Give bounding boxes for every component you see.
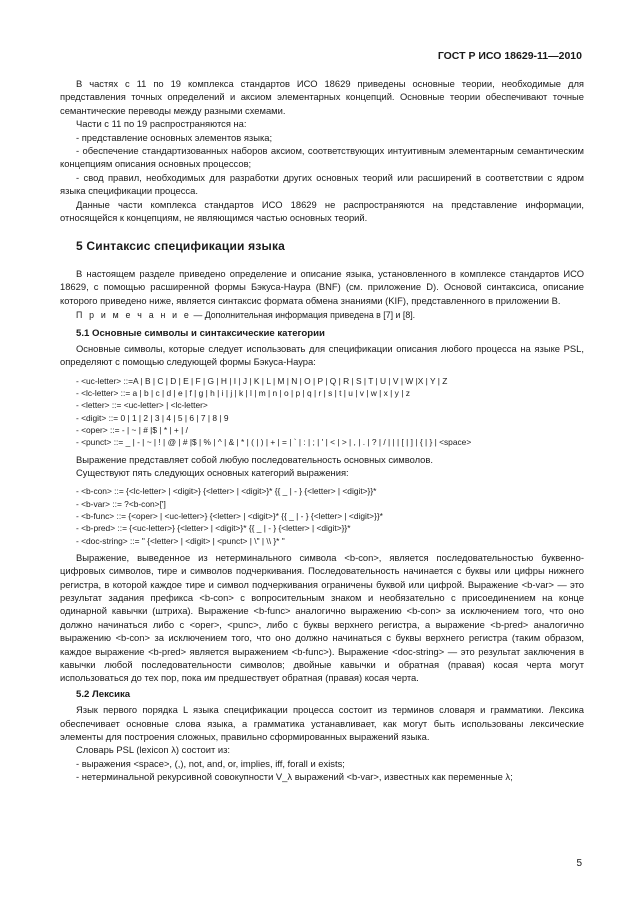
list-item: - свод правил, необходимых для разработки других основных теорий или расширений в соответствии с ядром языка спецификации процесса. <box>60 171 584 197</box>
page-number: 5 <box>576 858 582 869</box>
bnf-rule: - <lc-letter> ::= a | b | c | d | e | f | g | h | i | j | k | l | m | n | o | p | q | r | s | t | u | v | w | x | y | z <box>76 388 410 399</box>
bnf-rule: - <b-pred> ::= {<uc-letter>} {<letter> | <digit>}* {{ _ | - } {<letter> | <digit>}}* <box>76 523 351 534</box>
intro-paragraph: В частях с 11 по 19 комплекса стандартов ИСО 18629 приведены основные теории, необходимые для представления точных определений и аксиом элементарных концепций. Основные теории обеспечивают точные семантические переводы между разными схемами. <box>60 78 584 116</box>
list-item: - нетерминальной рекурсивной совокупности V_λ выражений <b-var>, известных как переменные λ; <box>76 771 513 783</box>
bnf-rule: - <punct> ::= _ | - | ~ | ! | @ | # |$ | % | ^ | & | * | ( | ) | + | = | ` | : | ; | ' | < | > | , | . | ? | / | | | [ | ] | { | } | <space> <box>76 437 472 448</box>
note <box>76 309 584 322</box>
section-paragraph: Выражение представляет собой любую последовательность основных символов. <box>76 453 433 465</box>
bnf-rule: - <b-var> ::= ?<b-con>['] <box>76 498 166 509</box>
note-text: — Дополнительная информация приведена в [7] и [8]. <box>191 310 416 321</box>
bnf-rule: - <letter> ::= <uc-letter> | <lc-letter> <box>76 400 208 411</box>
section-paragraph: Выражение, выведенное из нетерминального символа <b-con>, является последовательностью буквенно-цифровых символов, тире и символов подчеркивания. Последовательность начинается с буквы или цифры нижнего регистра, в которой каждое тире и символ подчеркивания ограничены буквой или цифрой. Выражение <b-var> — это результат задания префикса <b-con> с вопросительным знаком и необязательно с присоединением на конце одинарной кавычки (штриха). Выражение <b-func> аналогично выражению <b-con> за исключением того, что оно должно начинаться либо с <oper>, <punc>, либо с буквы верхнего регистра, а выражение <b-pred> аналогично выражению <b-con> за исключением того, что оно должно начинаться с буквы верхнего регистра (таким образом, каждое выражение <b-pred> является выражением <b-func>). Выражение <doc-string> — это результат заключения в кавычки любой последовательности символов; двойные кавычки и обратная (правая) косая черта могут использоваться до тех пор, пока им предшествует обратная (правая) косая черта. <box>60 551 584 684</box>
subsection-heading: 5.2 Лексика <box>76 688 131 700</box>
bnf-rules <box>76 375 584 449</box>
bnf-rule: - <oper> ::= - | ~ | # |$ | * | + | / <box>76 424 188 435</box>
bnf-rule: - <doc-string> ::= " {<letter> | <digit> | <punct> | \" | \\ }* " <box>76 535 285 546</box>
list-item: - обеспечение стандартизованных наборов аксиом, соответствующих интуитивным элементарным семантическим концепциям описания основных процессов; <box>60 145 584 170</box>
note-label: П р и м е ч а н и е <box>76 310 192 321</box>
bnf-rule: - <b-func> ::= {<oper> | <uc-letter>} {<letter> | <digit>}* {{ _ | - } {<letter> | <digit>}}* <box>76 510 383 521</box>
bnf-rule: - <digit> ::= 0 | 1 | 2 | 3 | 4 | 5 | 6 | 7 | 8 | 9 <box>76 412 229 423</box>
page-content <box>60 77 584 784</box>
section-paragraph: Существуют пять следующих основных категорий выражения: <box>76 466 349 478</box>
section-paragraph: Словарь PSL (lexicon λ) состоит из: <box>76 744 231 756</box>
standard-header: ГОСТ Р ИСО 18629-11—2010 <box>437 50 582 62</box>
bnf-rules <box>76 485 584 546</box>
section-paragraph: В настоящем разделе приведено определение и описание языка, установленного в комплексе стандартов ИСО 18629, с помощью расширенной формы Бэкуса-Наура (BNF) (см. приложение D). Основой синтаксиса, описание которого приведено ниже, является синтаксис формата обмена знаниями (KIF), представленного в приложении В. <box>60 267 584 306</box>
section-paragraph: Язык первого порядка L языка спецификации процесса состоит из терминов словаря и грамматики. Лексика обеспечивает основные слова языка, а грамматика устанавливает, как могут быть использованы лексические элементы для построения сложных, правильно сформированных выражений языка. <box>60 704 584 743</box>
bnf-rule: - <uc-letter> ::=A | B | C | D | E | F | G | H | I | J | K | L | M | N | O | P | Q | R | S | T | U | V | W |X | Y | Z <box>76 375 448 386</box>
section-heading: 5 Синтаксис спецификации языка <box>76 239 286 254</box>
list-item: - представление основных элементов языка; <box>76 131 273 143</box>
bnf-rule: - <b-con> ::= {<lc-letter> | <digit>} {<letter> | <digit>}* {{ _ | - } {<letter> | <digit>}}* <box>76 486 377 497</box>
list-item: - выражения <space>, (,), not, and, or, implies, iff, forall и exists; <box>76 757 345 769</box>
section-paragraph: Основные символы, которые следует использовать для спецификации описания любого процесса на языке PSL, определяют с помощью следующей формы Бэкуса-Наура: <box>60 342 584 368</box>
intro-paragraph: Данные части комплекса стандартов ИСО 18629 не распространяются на представление информации, относящейся к концепциям, не являющимся частью основных теорий. <box>60 198 584 224</box>
subsection-heading: 5.1 Основные символы и синтаксические категории <box>76 327 325 339</box>
intro-paragraph: Части с 11 по 19 распространяются на: <box>76 118 247 130</box>
